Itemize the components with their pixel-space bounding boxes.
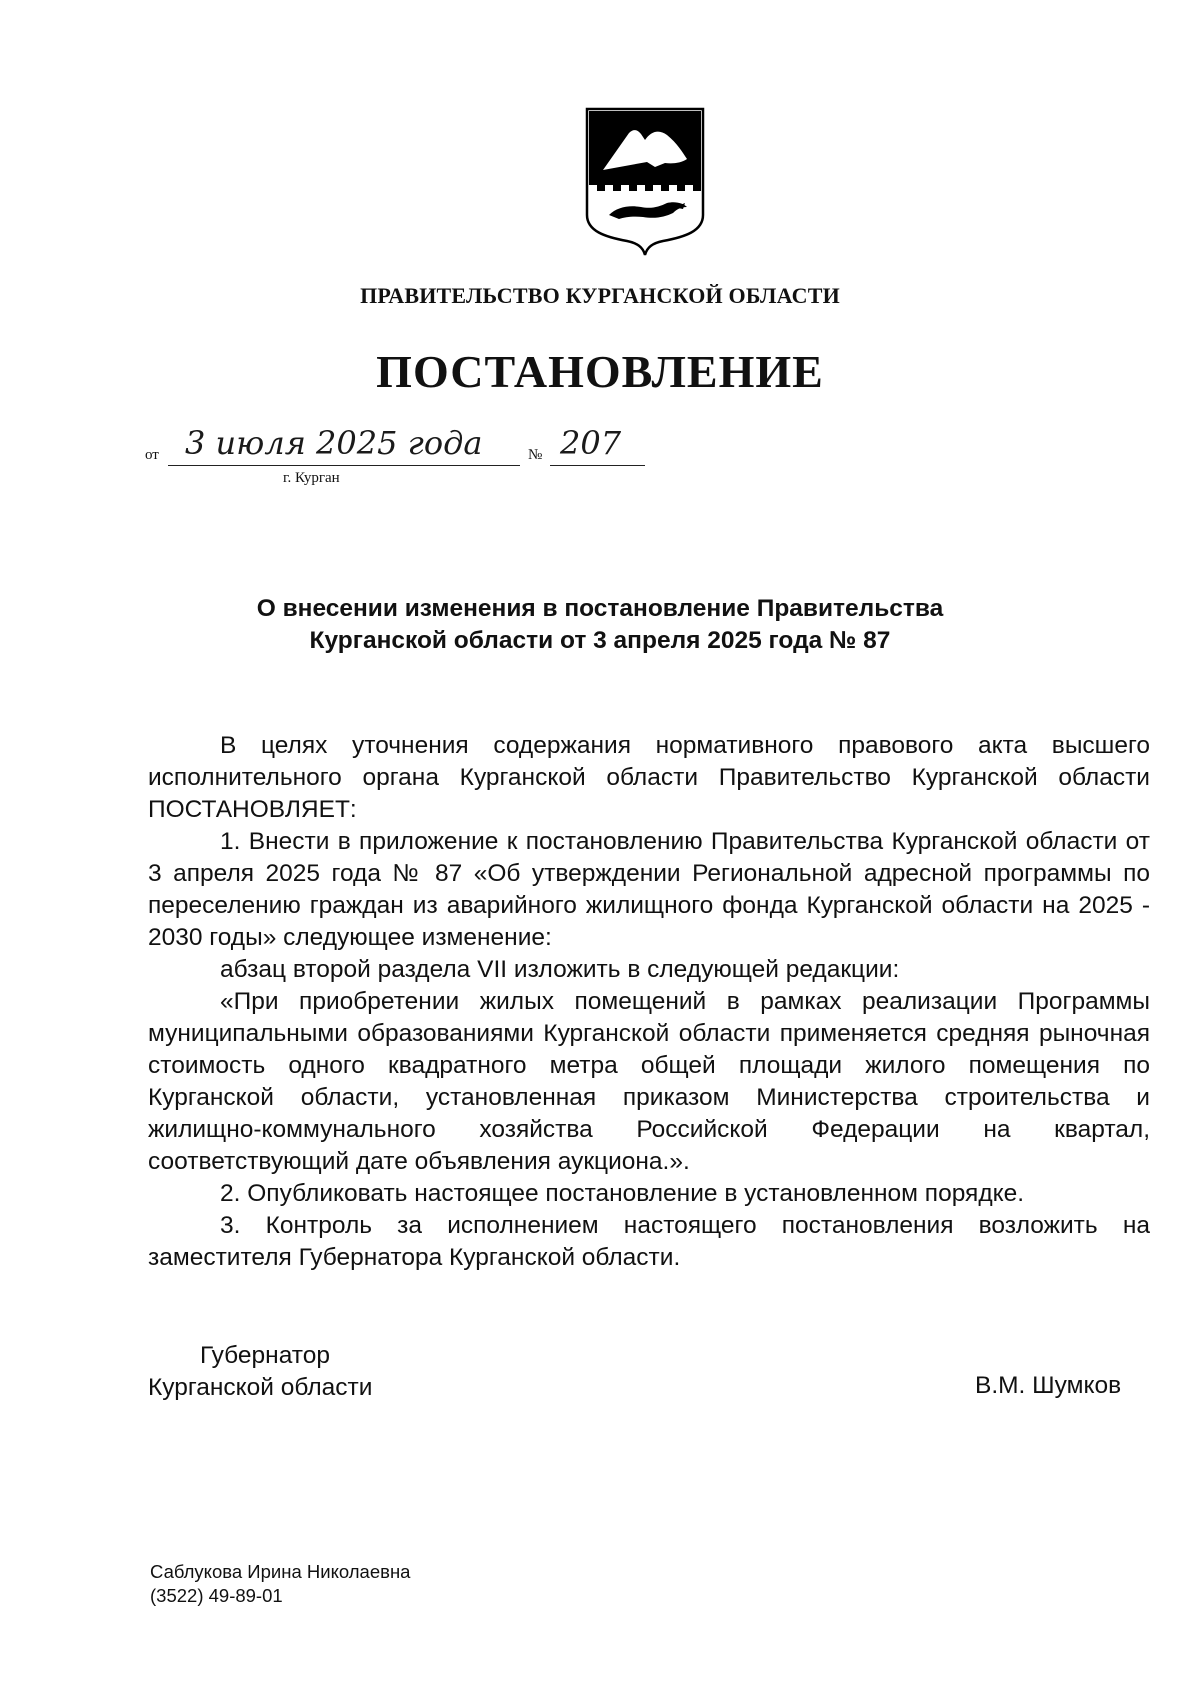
- body-paragraph: абзац второй раздела VII изложить в следующей редакции:: [220, 956, 900, 983]
- body-paragraph: В целях уточнения содержания нормативного правового акта высшего исполнительного органа Курганской области Правительство Курганской области ПОСТАНОВЛЯЕТ:: [148, 732, 1150, 823]
- number-handwritten: 207: [560, 424, 622, 462]
- body-paragraph: «При приобретении жилых помещений в рамках реализации Программы муниципальными образованиями Курганской области применяется средняя рыночная стоимость одного квадратного метра общей площади жилого помещения по Курганской области, установленная приказом Министерства строительства и жилищно-коммунального хозяйства Российской Федерации на квартал, соответствующий дате объявления аукциона.».: [148, 988, 1150, 1175]
- signatory-position-line-2: Курганской области: [148, 1374, 373, 1401]
- date-line: [168, 465, 520, 466]
- organization-name: ПРАВИТЕЛЬСТВО КУРГАНСКОЙ ОБЛАСТИ: [360, 283, 840, 308]
- signatory-name: В.М. Шумков: [975, 1372, 1122, 1399]
- document-title: [150, 593, 1050, 657]
- title-line-1: О внесении изменения в постановление Правительства: [256, 595, 944, 622]
- body-paragraph: 1. Внести в приложение к постановлению Правительства Курганской области от 3 апреля 2025 года № 87 «Об утверждении Региональной адресной программы по переселению граждан из аварийного жилищного фонда Курганской области на 2025 - 2030 годы» следующее изменение:: [148, 828, 1150, 951]
- city: г. Курган: [283, 470, 340, 486]
- document-body: [148, 730, 1150, 1274]
- date-handwritten: 3 июля 2025 года: [185, 424, 483, 462]
- date-prefix: от: [145, 447, 159, 463]
- number-line: [550, 465, 645, 466]
- title-line-2: Курганской области от 3 апреля 2025 года № 87: [309, 627, 891, 654]
- number-prefix: №: [528, 447, 543, 463]
- executor-name: Саблукова Ирина Николаевна: [150, 1561, 411, 1582]
- signatory-position: [148, 1340, 372, 1404]
- body-paragraph: 3. Контроль за исполнением настоящего постановления возложить на заместителя Губернатора Курганской области.: [148, 1212, 1150, 1271]
- signatory-position-line-1: Губернатор: [200, 1342, 330, 1369]
- executor-info: [150, 1560, 410, 1608]
- executor-phone: (3522) 49-89-01: [150, 1585, 283, 1606]
- body-paragraph: 2. Опубликовать настоящее постановление в установленном порядке.: [220, 1180, 1025, 1207]
- document-type: ПОСТАНОВЛЕНИЕ: [376, 346, 824, 397]
- coat-of-arms-icon: [585, 107, 705, 257]
